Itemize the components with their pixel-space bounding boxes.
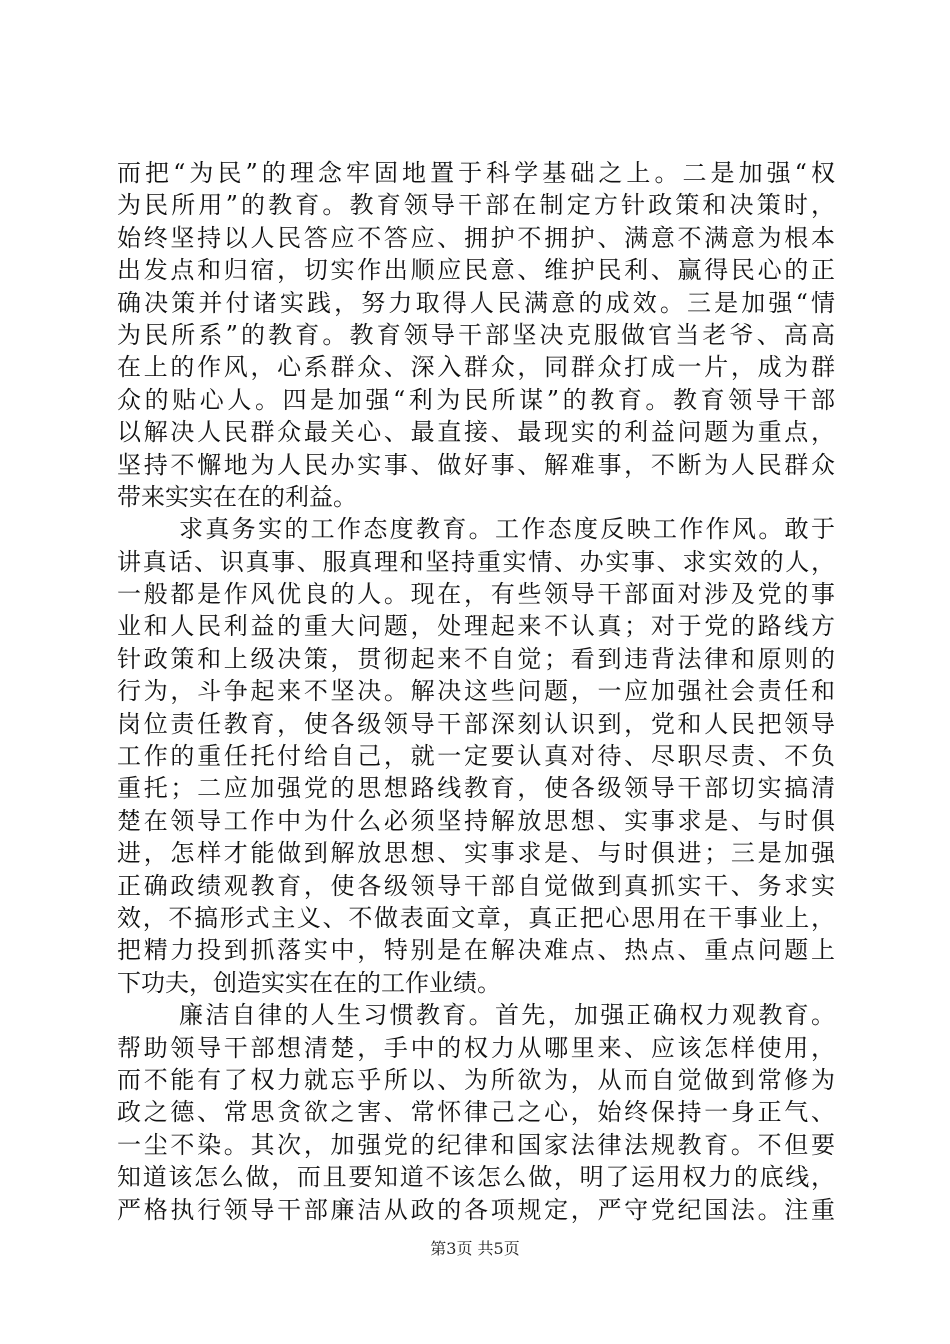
paragraph-first-line: 求真务实的工作态度教育。工作态度反映工作作风。敢于 (179, 515, 835, 544)
text-line: 效，不搞形式主义、不做表面文章，真正把心思用在干事业上， (117, 903, 835, 932)
text-line: 坚持不懈地为人民办实事、做好事、解难事，不断为人民群众 (117, 450, 835, 479)
text-line: 岗位责任教育，使各级领导干部深刻认识到，党和人民把领导 (117, 709, 835, 738)
paragraph-first-line: 廉洁自律的人生习惯教育。首先，加强正确权力观教育。 (179, 1001, 835, 1030)
text-line: 重托；二应加强党的思想路线教育，使各级领导干部切实搞清 (117, 774, 835, 803)
text-line: 以解决人民群众最关心、最直接、最现实的利益问题为重点， (117, 418, 835, 447)
text-line: 帮助领导干部想清楚，手中的权力从哪里来、应该怎样使用， (117, 1033, 835, 1062)
text-line: 一般都是作风优良的人。现在，有些领导干部面对涉及党的事 (117, 580, 835, 609)
text-line: 带来实实在在的利益。 (117, 482, 357, 511)
text-line: 进，怎样才能做到解放思想、实事求是、与时俱进；三是加强 (117, 839, 835, 868)
text-line: 为民所系”的教育。教育领导干部坚决克服做官当老爷、高高 (117, 320, 835, 349)
text-line: 始终坚持以人民答应不答应、拥护不拥护、满意不满意为根本 (117, 223, 835, 252)
text-line: 政之德、常思贪欲之害、常怀律己之心，始终保持一身正气、 (117, 1098, 835, 1127)
text-line: 出发点和归宿，切实作出顺应民意、维护民利、赢得民心的正 (117, 256, 835, 285)
text-line: 工作的重任托付给自己，就一定要认真对待、尽职尽责、不负 (117, 742, 835, 771)
text-line: 知道该怎么做，而且要知道不该怎么做，明了运用权力的底线， (117, 1163, 835, 1192)
body-text (117, 157, 835, 1226)
text-line: 楚在领导工作中为什么必须坚持解放思想、实事求是、与时俱 (117, 806, 835, 835)
text-line: 而不能有了权力就忘乎所以、为所欲为，从而自觉做到常修为 (117, 1065, 835, 1094)
text-line: 把精力投到抓落实中，特别是在解决难点、热点、重点问题上 (117, 936, 835, 965)
text-line: 严格执行领导干部廉洁从政的各项规定，严守党纪国法。注重 (117, 1195, 835, 1224)
text-line: 业和人民利益的重大问题，处理起来不认真；对于党的路线方 (117, 612, 835, 641)
page-number-footer: 第3页 共5页 (430, 1239, 520, 1258)
text-line: 讲真话、识真事、服真理和坚持重实情、办实事、求实效的人， (117, 547, 835, 576)
text-line: 确决策并付诸实践，努力取得人民满意的成效。三是加强“情 (117, 288, 835, 317)
text-line: 下功夫，创造实实在在的工作业绩。 (117, 968, 501, 997)
text-line: 为民所用”的教育。教育领导干部在制定方针政策和决策时， (117, 191, 835, 220)
text-line: 正确政绩观教育，使各级领导干部自觉做到真抓实干、务求实 (117, 871, 835, 900)
text-line: 在上的作风，心系群众、深入群众，同群众打成一片，成为群 (117, 353, 835, 382)
text-line: 而把“为民”的理念牢固地置于科学基础之上。二是加强“权 (117, 159, 835, 187)
text-line: 众的贴心人。四是加强“利为民所谋”的教育。教育领导干部 (117, 385, 835, 414)
text-line: 一尘不染。其次，加强党的纪律和国家法律法规教育。不但要 (117, 1130, 835, 1159)
text-line: 行为，斗争起来不坚决。解决这些问题，一应加强社会责任和 (117, 677, 835, 706)
text-line: 针政策和上级决策，贯彻起来不自觉；看到违背法律和原则的 (117, 644, 835, 673)
